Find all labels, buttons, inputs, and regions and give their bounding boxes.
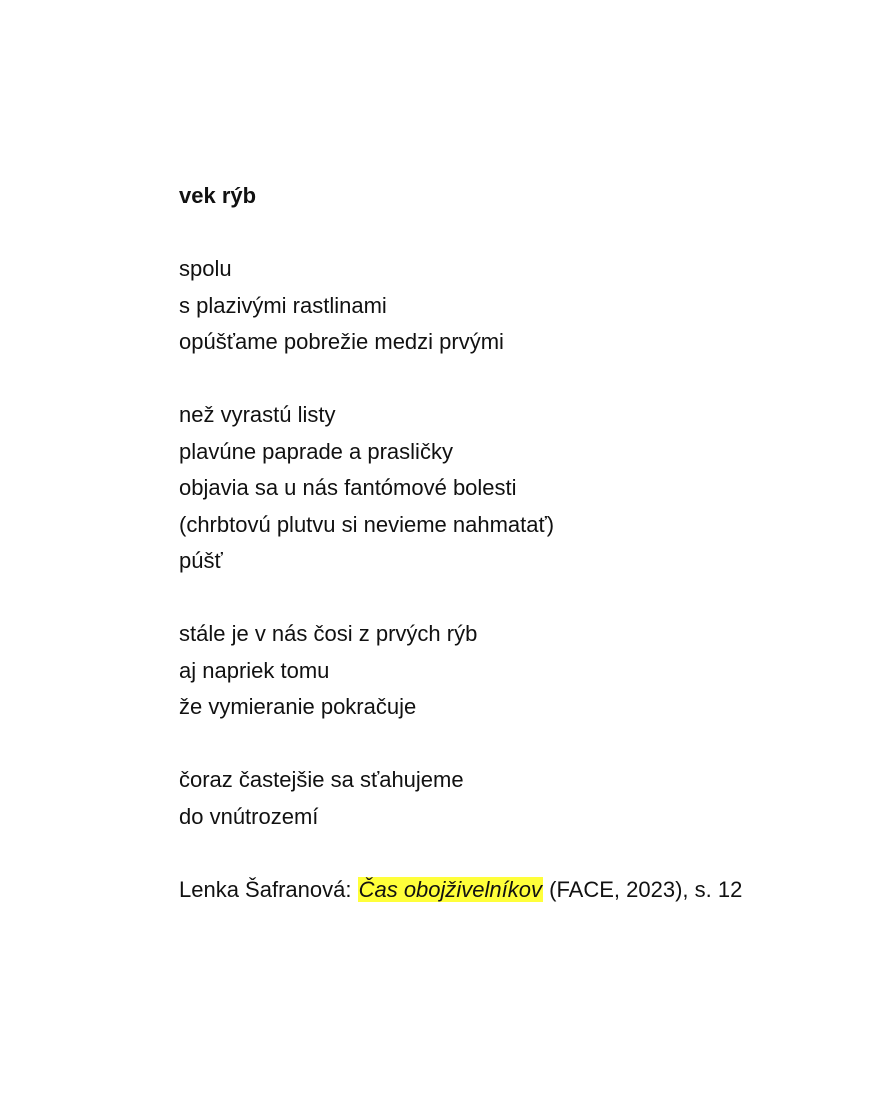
poem-title: vek rýb: [179, 183, 257, 208]
poem-line: púšť: [179, 548, 223, 573]
poem-line: že vymieranie pokračuje: [179, 694, 417, 719]
citation: [179, 835, 839, 908]
citation-book-title: Čas obojživelníkov: [358, 876, 543, 902]
poem-line: objavia sa u nás fantómové bolesti: [179, 475, 517, 500]
poem-line: aj napriek tomu: [179, 657, 330, 683]
stanza-4: [179, 726, 839, 836]
citation-author: Lenka Šafranová:: [179, 876, 358, 902]
poem-line: než vyrastú listy: [179, 402, 336, 427]
stanza-2: [179, 361, 839, 580]
stanza-3: [179, 580, 839, 726]
stanza-1: [179, 215, 839, 361]
poem-line: do vnútrozemí: [179, 803, 319, 829]
poem-line: s plazivými rastlinami: [179, 292, 387, 318]
poem-line: plavúne paprade a prasličky: [179, 438, 453, 464]
citation-details: (FACE, 2023), s. 12: [543, 876, 743, 902]
poem-line: stále je v nás čosi z prvých rýb: [179, 621, 478, 646]
poem-line: čoraz častejšie sa sťahujeme: [179, 767, 464, 792]
poem-line: (chrbtovú plutvu si nevieme nahmatať): [179, 511, 555, 537]
poem: [179, 178, 839, 908]
poem-line: opúšťame pobrežie medzi prvými: [179, 329, 504, 354]
poem-line: spolu: [179, 256, 232, 281]
